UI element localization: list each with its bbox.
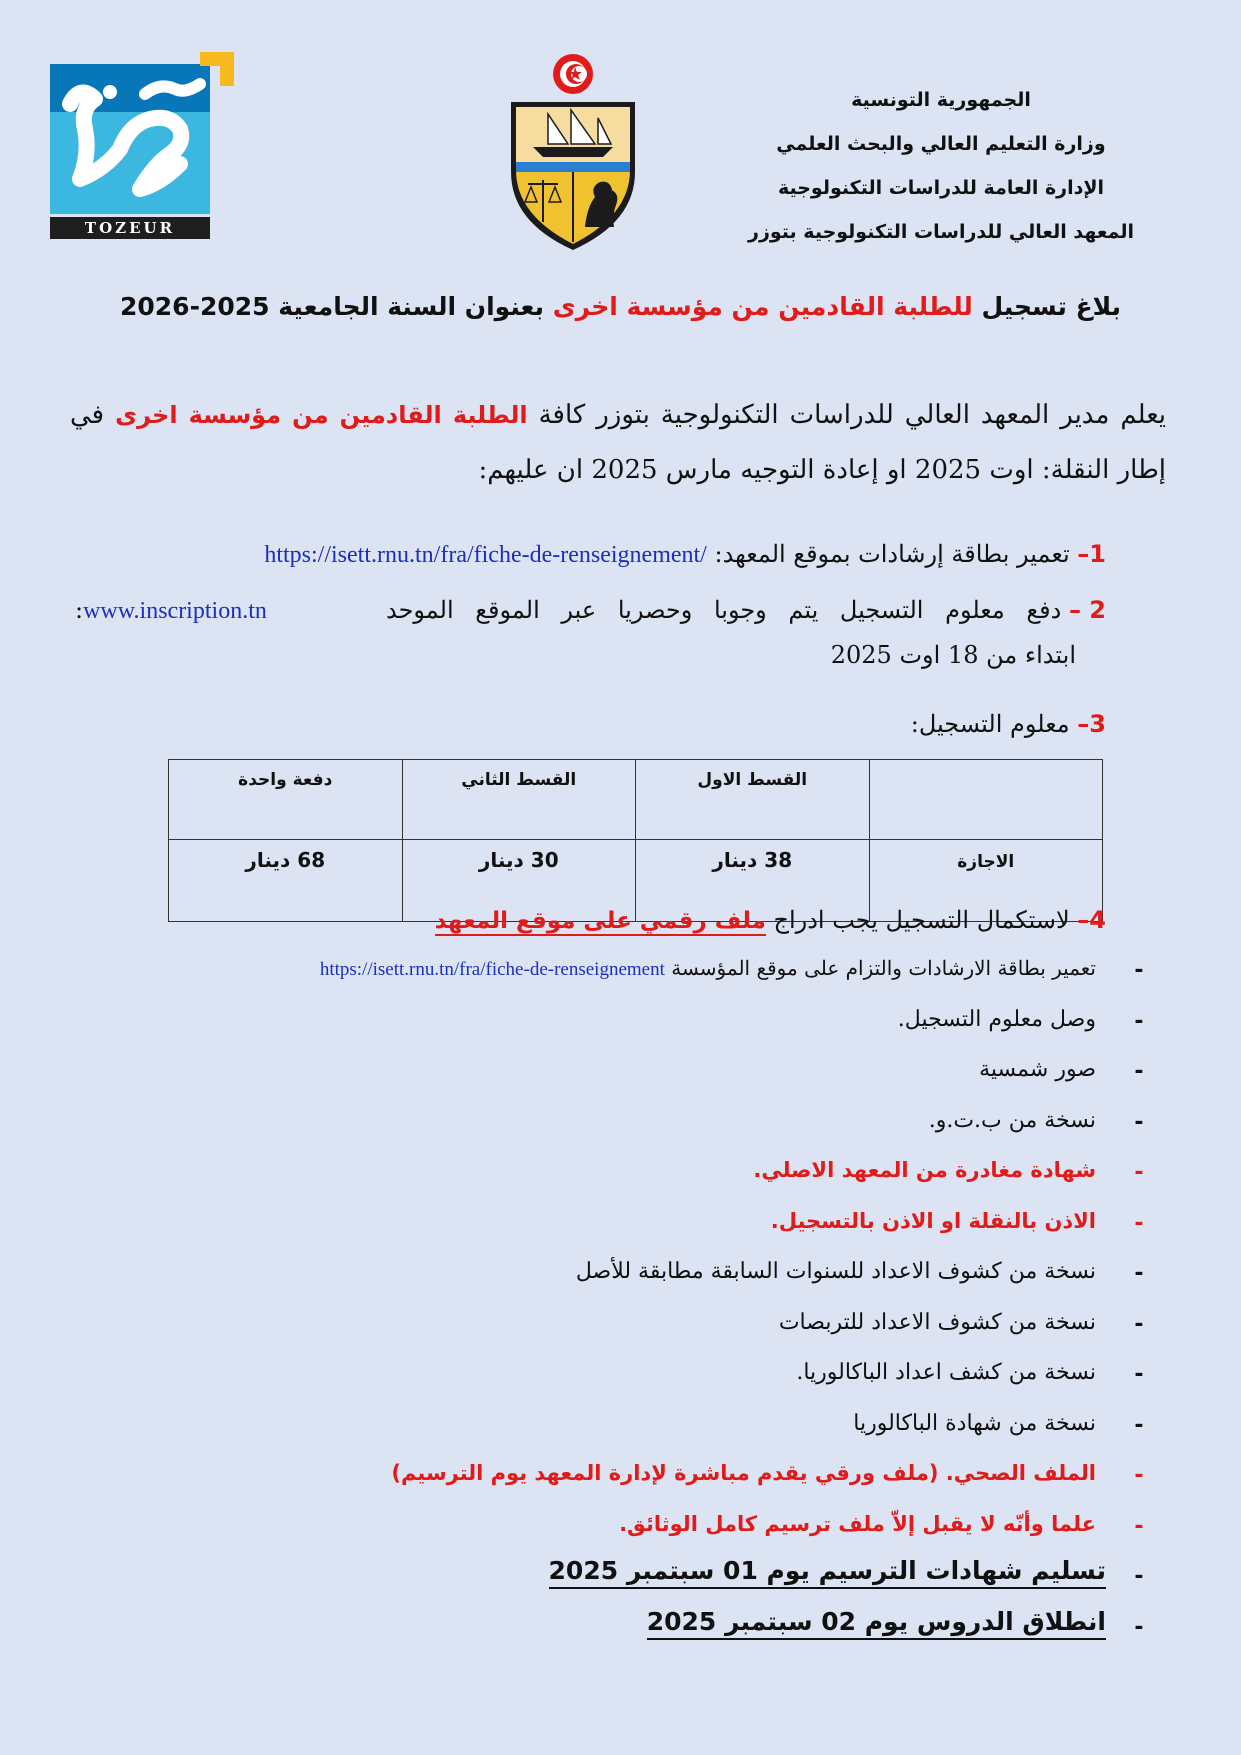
list-item: - نسخة من كشوف الاعداد للسنوات السابقة مطابقة للأصل	[575, 1259, 1144, 1286]
doc-text: تسليم شهادات الترسيم يوم 01 سبتمبر 2025	[549, 1556, 1106, 1589]
doc-text: نسخة من كشف اعداد الباكالوريا.	[796, 1360, 1096, 1385]
intro-text: يعلم مدير المعهد العالي للدراسات التكنولوجية بتوزر كافة	[538, 400, 1167, 430]
list-item: - الاذن بالنقلة او الاذن بالتسجيل.	[770, 1208, 1144, 1236]
list-item: - علما وأنّه لا يقبل إلاّ ملف ترسيم كامل الوثائق.	[619, 1511, 1144, 1539]
list-item: - نسخة من ب.ت.و.	[928, 1107, 1144, 1135]
doc-text: انطلاق الدروس يوم 02 سبتمبر 2025	[647, 1607, 1106, 1640]
table-header-row	[169, 760, 1103, 840]
doc-text: نسخة من شهادة الباكالوريا	[853, 1410, 1096, 1436]
doc-text: شهادة مغادرة من المعهد الاصلي.	[753, 1158, 1096, 1182]
step-suffix: :	[75, 596, 84, 624]
ministry-line: الجمهورية التونسية	[851, 89, 1031, 111]
intro-paragraph	[70, 388, 1166, 498]
table-header-cell: القسط الاول	[636, 760, 870, 840]
table-cell: الاجازة	[869, 840, 1103, 922]
table-header-cell	[869, 760, 1103, 840]
title-part: بعنوان السنة الجامعية 2025-2026	[119, 292, 545, 321]
logo-caption: TOZEUR	[50, 217, 210, 239]
table-header-cell: دفعة واحدة	[169, 760, 403, 840]
inscription-link[interactable]: www.inscription.tn	[83, 598, 267, 624]
isett-logo-mark-icon	[50, 64, 210, 214]
list-item: - انطلاق الدروس يوم 02 سبتمبر 2025	[646, 1606, 1144, 1640]
title-highlight: للطلبة القادمين من مؤسسة اخرى	[552, 292, 973, 321]
step-number: 2 –	[1068, 596, 1106, 624]
table-cell: 30 دينار	[402, 840, 636, 922]
list-item: - نسخة من كشوف الاعداد للتربصات	[778, 1309, 1144, 1337]
table-cell: 38 دينار	[636, 840, 870, 922]
step-number: 3–	[1077, 710, 1106, 738]
list-item: - نسخة من كشف اعداد الباكالوريا.	[796, 1360, 1144, 1387]
step-text: تعمير بطاقة إرشادات بموقع المعهد:	[706, 540, 1070, 568]
step-text: دفع معلوم التسجيل يتم وجوبا وحصريا عبر الموقع الموحد	[385, 596, 1062, 624]
doc-text: علما وأنّه لا يقبل إلاّ ملف ترسيم كامل الوثائق.	[619, 1511, 1096, 1536]
doc-text: الملف الصحي. (ملف ورقي يقدم مباشرة لإدارة المعهد يوم الترسيم)	[391, 1461, 1096, 1485]
list-item: - الملف الصحي. (ملف ورقي يقدم مباشرة لإدارة المعهد يوم الترسيم)	[391, 1461, 1144, 1488]
documents-list	[46, 950, 1146, 1657]
info-card-link[interactable]: https://isett.rnu.tn/fra/fiche-de-renseignement/	[264, 542, 707, 568]
doc-text: نسخة من كشوف الاعداد للتربصات	[778, 1309, 1096, 1335]
table-header-cell: القسط الثاني	[402, 760, 636, 840]
coat-of-arms-icon	[503, 52, 643, 252]
list-item: - وصل معلوم التسجيل.	[897, 1006, 1144, 1034]
fiche-link[interactable]: https://isett.rnu.tn/fra/fiche-de-renseignement	[319, 959, 665, 980]
list-item: - نسخة من شهادة الباكالوريا	[853, 1410, 1144, 1438]
list-item: - صور شمسية	[979, 1057, 1144, 1084]
step-highlight: ملف رقمي على موقع المعهد	[434, 908, 766, 934]
page-title	[60, 292, 1181, 321]
step-text: لاستكمال التسجيل يجب ادراج	[765, 906, 1070, 934]
list-item: - شهادة مغادرة من المعهد الاصلي.	[753, 1158, 1144, 1185]
step-2-date: ابتداء من 18 اوت 2025	[830, 641, 1076, 669]
table-cell: 68 دينار	[169, 840, 403, 922]
fees-table	[168, 759, 1103, 922]
doc-text: الاذن بالنقلة او الاذن بالتسجيل.	[770, 1208, 1096, 1233]
step-number: 1–	[1077, 540, 1106, 568]
step-number: 4–	[1077, 906, 1106, 934]
ministry-header	[741, 78, 1141, 254]
intro-text: في إطار النقلة: اوت 2025 او إعادة التوجيه مارس 2025 ان عليهم:	[70, 400, 1166, 485]
ministry-line: وزارة التعليم العالي والبحث العلمي	[776, 133, 1106, 155]
step-4	[435, 906, 1106, 934]
step-2	[75, 596, 1106, 669]
doc-text: تعمير بطاقة الارشادات والتزام على موقع المؤسسة	[664, 956, 1096, 980]
doc-text: وصل معلوم التسجيل.	[897, 1006, 1096, 1032]
ministry-line: الإدارة العامة للدراسات التكنولوجية	[777, 177, 1105, 199]
list-item: - تسليم شهادات الترسيم يوم 01 سبتمبر 2025	[548, 1556, 1144, 1589]
step-text: معلوم التسجيل:	[910, 710, 1070, 738]
step-1	[264, 540, 1106, 569]
doc-text: نسخة من كشوف الاعداد للسنوات السابقة مطابقة للأصل	[575, 1259, 1096, 1284]
doc-text: نسخة من ب.ت.و.	[928, 1107, 1096, 1133]
step-3	[911, 710, 1106, 738]
doc-text: صور شمسية	[979, 1057, 1096, 1082]
title-part: بلاغ تسجيل	[981, 292, 1122, 321]
list-item: - تعمير بطاقة الارشادات والتزام على موقع المؤسسة https://isett.rnu.tn/fra/fiche-de-renseignement	[319, 956, 1144, 983]
ministry-line: المعهد العالي للدراسات التكنولوجية بتوزر	[748, 221, 1134, 243]
intro-highlight: الطلبة القادمين من مؤسسة اخرى	[115, 401, 528, 429]
isett-logo	[50, 52, 220, 242]
